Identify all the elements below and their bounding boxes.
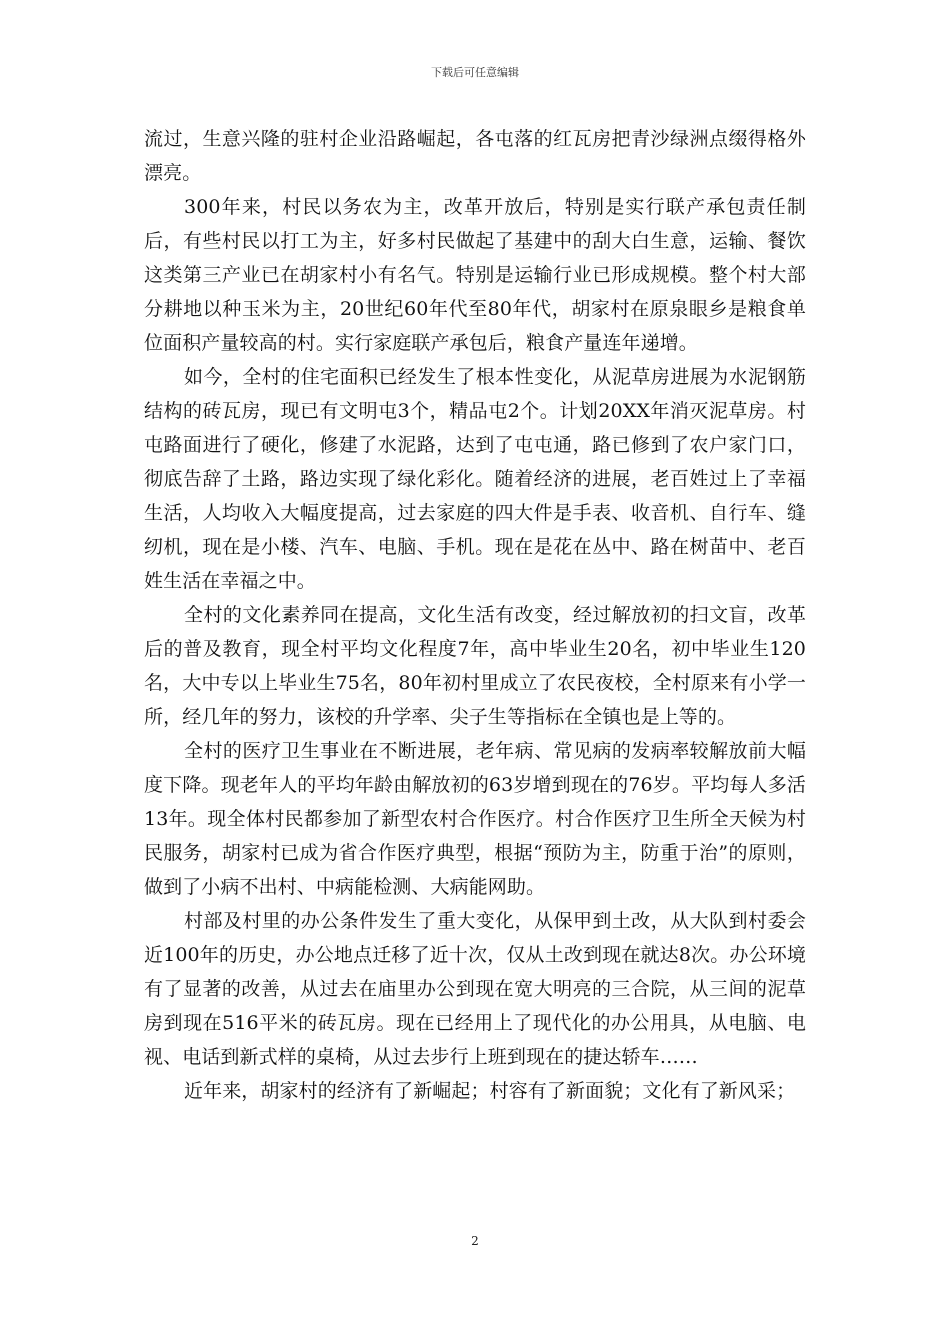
page-header: 下载后可任意编辑 [431, 66, 519, 79]
paragraph-1: 流过，生意兴隆的驻村企业沿路崛起，各屯落的红瓦房把青沙绿洲点缀得格外漂亮。 [144, 128, 806, 184]
page-number: 2 [471, 1234, 479, 1248]
paragraph-7: 近年来，胡家村的经济有了新崛起；村容有了新面貌；文化有了新风采； [184, 1080, 796, 1102]
paragraph-3: 如今，全村的住宅面积已经发生了根本性变化，从泥草房进展为水泥钢筋结构的砖瓦房，现已有文明屯3个，精品屯2个。计划20XX年消灭泥草房。村屯路面进行了硬化，修建了水泥路，达到了屯屯通，路已修到了农户家门口，彻底告辞了土路，路边实现了绿化彩化。随着经济的进展，老百姓过上了幸福生活，人均收入大幅度提高，过去家庭的四大件是手表、收音机、自行车、缝纫机，现在是小楼、汽车、电脑、手机。现在是花在丛中、路在树苗中、老百姓生活在幸福之中。 [144, 366, 806, 592]
paragraph-4: 全村的文化素养同在提高，文化生活有改变，经过解放初的扫文盲，改革后的普及教育，现全村平均文化程度7年，高中毕业生20名，初中毕业生120名，大中专以上毕业生75名，80年初村里成立了农民夜校，全村原来有小学一所，经几年的努力，该校的升学率、尖子生等指标在全镇也是上等的。 [144, 604, 806, 728]
paragraph-2: 300年来，村民以务农为主，改革开放后，特别是实行联产承包责任制后，有些村民以打工为主，好多村民做起了基建中的刮大白生意，运输、餐饮这类第三产业已在胡家村小有名气。特别是运输行业已形成规模。整个村大部分耕地以种玉米为主，20世纪60年代至80年代，胡家村在原泉眼乡是粮食单位面积产量较高的村。实行家庭联产承包后，粮食产量连年递增。 [144, 196, 806, 354]
document-body [144, 122, 806, 1108]
paragraph-5: 全村的医疗卫生事业在不断进展，老年病、常见病的发病率较解放前大幅度下降。现老年人的平均年龄由解放初的63岁增到现在的76岁。平均每人多活13年。现全体村民都参加了新型农村合作医疗。村合作医疗卫生所全天候为村民服务，胡家村已成为省合作医疗典型，根据“预防为主，防重于治”的原则，做到了小病不出村、中病能检测、大病能网助。 [144, 740, 806, 898]
paragraph-6: 村部及村里的办公条件发生了重大变化，从保甲到土改，从大队到村委会近100年的历史，办公地点迁移了近十次，仅从土改到现在就达8次。办公环境有了显著的改善，从过去在庙里办公到现在宽大明亮的三合院，从三间的泥草房到现在516平米的砖瓦房。现在已经用上了现代化的办公用具，从电脑、电视、电话到新式样的桌椅，从过去步行上班到现在的捷达轿车…… [144, 910, 806, 1068]
